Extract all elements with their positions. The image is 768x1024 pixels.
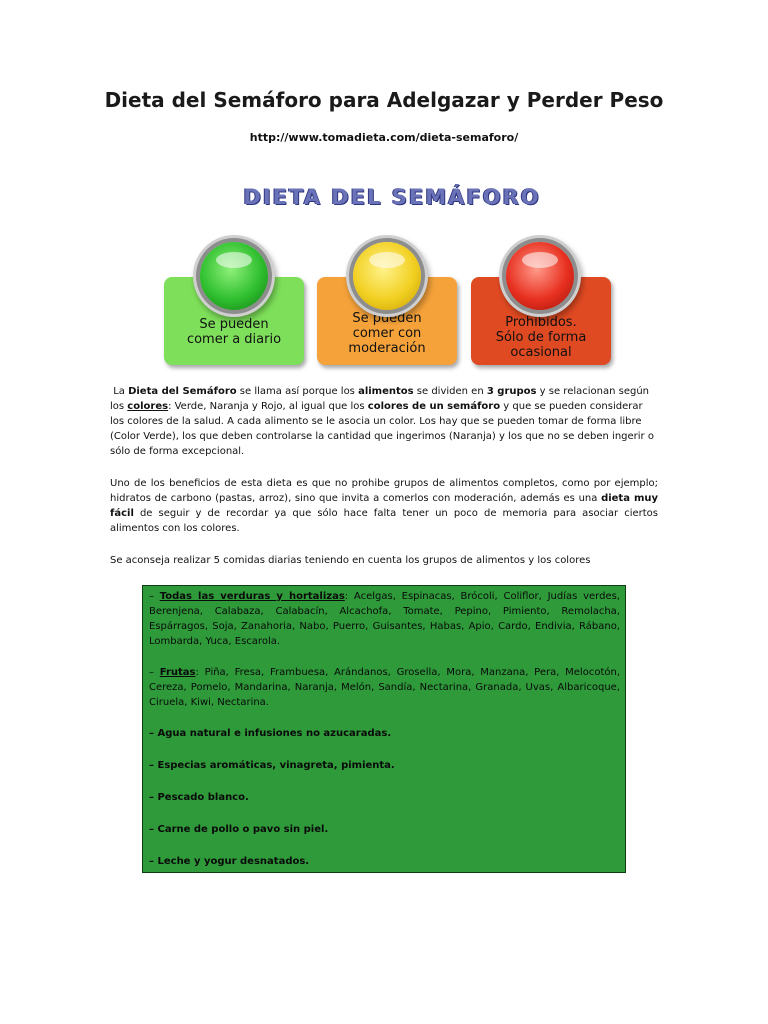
vegetables-item: – Todas las verduras y hortalizas: Acelgas, Espinacas, Brócoli, Coliflor, Judías verdes, Berenjena, Calabaza, Calabacín, Alcachofa, Tomate, Pepino, Pimiento, Remolacha, Espárragos, Soja, Zanahoria, Nabo, Puerro, Guisantes, Habas, Apio, Cardo, Endivia, Rábano, Lombarda, Yuca, Escarola. xyxy=(149,591,620,647)
list-item: – Especias aromáticas, vinagreta, pimienta. xyxy=(149,760,395,771)
traffic-light-diet-banner xyxy=(160,180,616,368)
list-item: – Agua natural e infusiones no azucaradas. xyxy=(149,728,392,739)
advice-paragraph: Se aconseja realizar 5 comidas diarias teniendo en cuenta los grupos de alimentos y los colores xyxy=(110,555,591,566)
banner-title: DIETA DEL SEMÁFORO xyxy=(243,185,541,209)
green-light-icon xyxy=(200,242,268,310)
red-light-icon xyxy=(506,242,574,310)
document-title: Dieta del Semáforo para Adelgazar y Perder Peso xyxy=(104,88,664,112)
panel-red-text: Prohibidos. Sólo de forma ocasional xyxy=(495,315,587,360)
list-item: – Pescado blanco. xyxy=(149,792,249,803)
panel-orange-text: Se pueden comer con moderación xyxy=(348,311,426,356)
benefits-paragraph: Uno de los beneficios de esta dieta es que no prohibe grupos de alimentos completos, como por ejemplo; hidratos de carbono (pastas, arroz), sino que invita a comerlos con moderación, además es una dieta muy fácil de seguir y de recordar ya que sólo hace falta tener un poco de memoria para asociar ciertos alimentos con los colores. xyxy=(110,478,658,534)
list-item: – Leche y yogur desnatados. xyxy=(149,856,310,867)
panel-green-text: Se pueden comer a diario xyxy=(186,317,282,347)
source-url[interactable]: http://www.tomadieta.com/dieta-semaforo/ xyxy=(249,131,519,144)
list-item: – Carne de pollo o pavo sin piel. xyxy=(149,824,329,835)
green-foods-box xyxy=(142,585,626,873)
intro-paragraph: La Dieta del Semáforo se llama así porque los alimentos se dividen en 3 grupos y se relacionan según los colores: Verde, Naranja y Rojo, al igual que los colores de un semáforo y que se pueden considerar los colores de la salud. A cada alimento se le asocia un color. Los hay que se pueden tomar de forma libre (Color Verde), los que deben controlarse la cantidad que ingerimos (Naranja) y los que no se deben ingerir o sólo de forma excepcional. xyxy=(110,386,654,457)
fruits-item: – Frutas: Piña, Fresa, Frambuesa, Arándanos, Grosella, Mora, Manzana, Pera, Melocotón, Cereza, Pomelo, Mandarina, Naranja, Melón, Sandía, Nectarina, Granada, Uvas, Albaricoque, Ciruela, Kiwi, Nectarina. xyxy=(149,667,620,708)
yellow-light-icon xyxy=(353,242,421,310)
